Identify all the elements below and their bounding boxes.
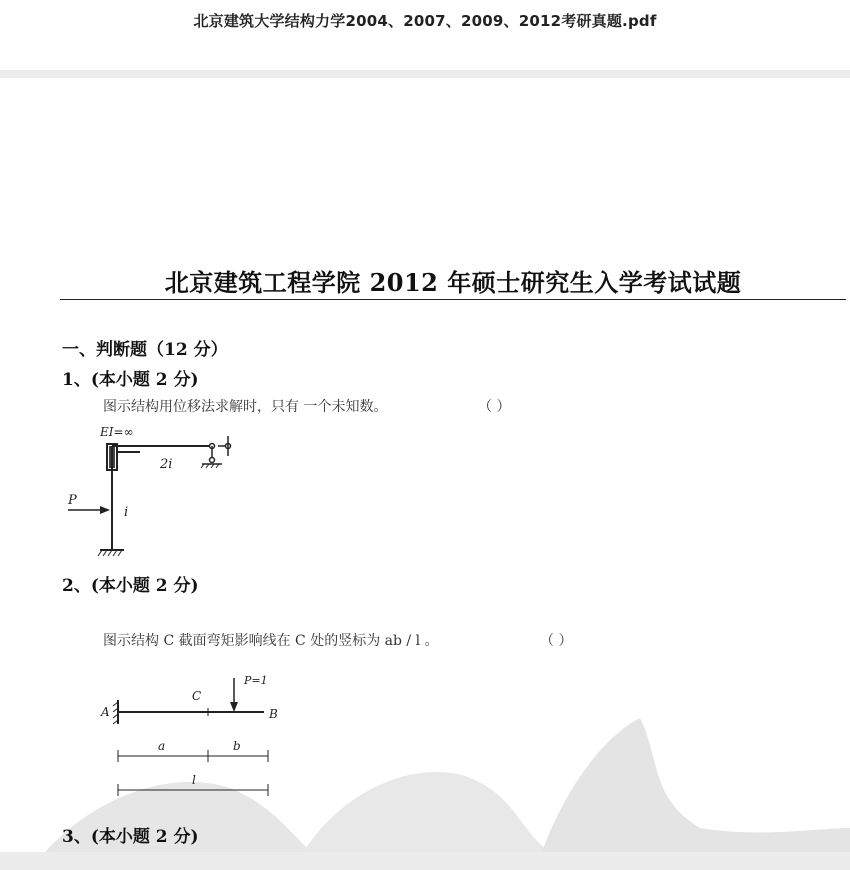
exam-title: 北京建筑工程学院 2012 年硕士研究生入学考试试题 — [164, 268, 742, 297]
question-1-figure — [60, 422, 260, 562]
fig2-dim-a-label: a — [158, 739, 166, 753]
fig1-column-label: i — [124, 505, 129, 520]
fig2-load-arrowhead — [230, 702, 238, 712]
fig2-load-label: P=1 — [244, 674, 268, 687]
question-2-figure — [96, 670, 296, 810]
fig2-dim-l-label: l — [192, 773, 196, 787]
watermark-shape-center — [300, 772, 560, 852]
title-rule — [60, 299, 846, 300]
watermark-shape-right — [540, 718, 850, 852]
fig1-ei-label: EI=∞ — [100, 425, 134, 439]
fig2-a-label: A — [101, 705, 110, 719]
fig2-c-label: C — [192, 689, 202, 703]
pdf-page — [0, 78, 850, 852]
fig1-load-label: P — [68, 493, 77, 508]
fig1-support-hinge — [210, 458, 215, 463]
fig1-beam-label: 2i — [160, 457, 173, 472]
question-1-heading: 1、(本小题 2 分) — [62, 370, 199, 390]
question-1-text: 图示结构用位移法求解时，只有 一个未知数。 — [103, 399, 388, 415]
question-2-answer-paren: （ ） — [540, 633, 573, 649]
question-2-heading: 2、(本小题 2 分) — [62, 576, 199, 596]
file-title: 北京建筑大学结构力学2004、2007、2009、2012考研真题.pdf — [193, 12, 657, 30]
question-2-text: 图示结构 C 截面弯矩影响线在 C 处的竖标为 ab / l 。 — [103, 633, 439, 649]
page-separator-top — [0, 70, 850, 78]
fig2-b-label: B — [269, 707, 278, 721]
question-3-heading: 3、(本小题 2 分) — [62, 827, 199, 847]
fig2-dim-b-label: b — [233, 739, 241, 753]
fig1-load-arrowhead — [100, 506, 110, 514]
page-separator-bottom — [0, 852, 850, 870]
section-heading: 一、判断题（12 分） — [62, 340, 228, 360]
question-1-answer-paren: （ ） — [478, 399, 511, 415]
viewer-header — [0, 0, 850, 70]
